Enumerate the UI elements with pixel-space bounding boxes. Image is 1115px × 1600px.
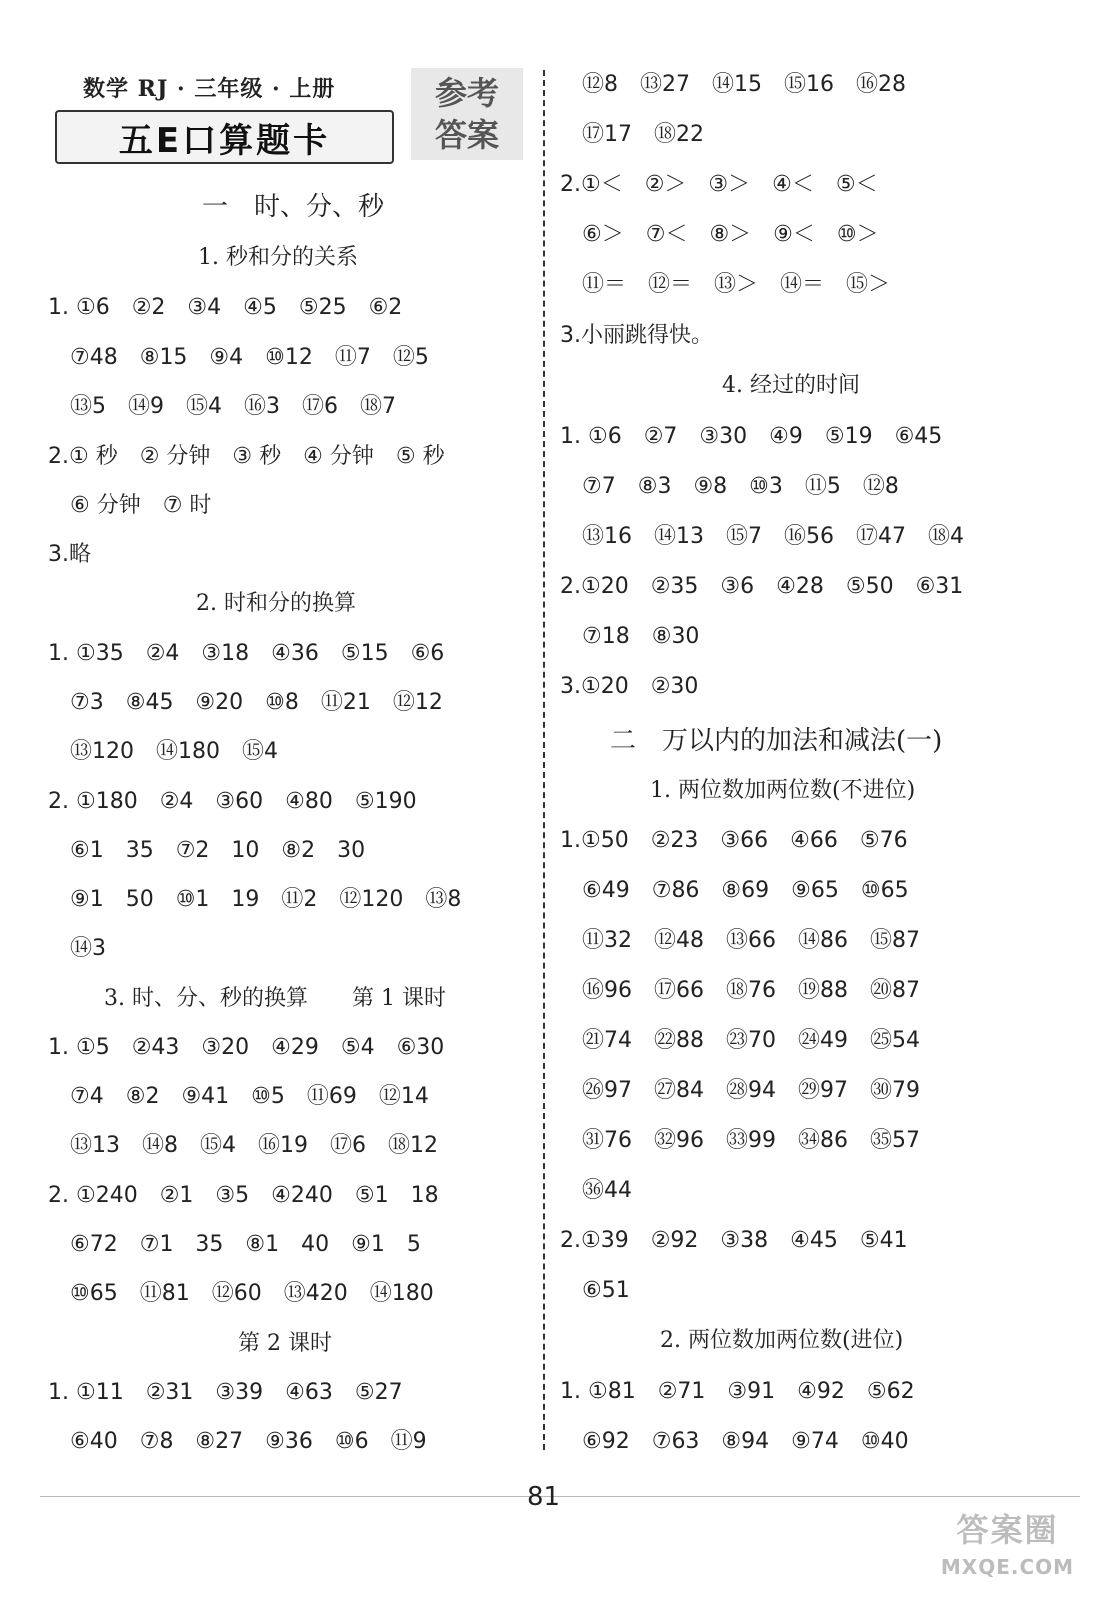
answer-line: ⑥92 ⑦63 ⑧94 ⑨74 ⑩40 bbox=[560, 1429, 909, 1454]
answer-line: ㉑74 ㉒88 ㉓70 ㉔49 ㉕54 bbox=[560, 1028, 920, 1053]
answer-line: ㊱44 bbox=[560, 1178, 632, 1203]
answer-line: 3.①20 ②30 bbox=[560, 674, 699, 699]
answer-line: ⑦3 ⑧45 ⑨20 ⑩8 ⑪21 ⑫12 bbox=[48, 690, 443, 715]
answer-line: 2.①＜ ②＞ ③＞ ④＜ ⑤＜ bbox=[560, 172, 878, 197]
answer-line: 3.略 bbox=[48, 542, 91, 567]
answer-line: ㉛76 ㉜96 ㉝99 ㉞86 ㉟57 bbox=[560, 1128, 920, 1153]
answer-line: ⑥1 35 ⑦2 10 ⑧2 30 bbox=[48, 838, 366, 863]
answer-line: 2. ①180 ②4 ③60 ④80 ⑤190 bbox=[48, 789, 417, 814]
answer-line: 1. ①6 ②7 ③30 ④9 ⑤19 ⑥45 bbox=[560, 424, 943, 449]
badge-line-1: 参考 bbox=[434, 74, 499, 112]
answer-line: ㉖97 ㉗84 ㉘94 ㉙97 ㉚79 bbox=[560, 1078, 920, 1103]
answer-line: ⑦7 ⑧3 ⑨8 ⑩3 ⑪5 ⑫8 bbox=[560, 474, 899, 499]
answer-line: ⑦4 ⑧2 ⑨41 ⑩5 ⑪69 ⑫14 bbox=[48, 1084, 429, 1109]
answer-line: 1. ①5 ②43 ③20 ④29 ⑤4 ⑥30 bbox=[48, 1035, 445, 1060]
subsection-title: 3. 时、分、秒的换算 第 1 课时 bbox=[104, 986, 446, 1011]
book-header bbox=[55, 68, 525, 163]
answer-line: ⑥72 ⑦1 35 ⑧1 40 ⑨1 5 bbox=[48, 1232, 421, 1257]
answer-line: ⑯96 ⑰66 ⑱76 ⑲88 ⑳87 bbox=[560, 978, 920, 1003]
answer-line: 2.①20 ②35 ③6 ④28 ⑤50 ⑥31 bbox=[560, 574, 964, 599]
answer-line: ⑦18 ⑧30 bbox=[560, 624, 700, 649]
answer-line: ⑨1 50 ⑩1 19 ⑪2 ⑫120 ⑬8 bbox=[48, 887, 462, 912]
answer-line: 2.① 秒 ② 分钟 ③ 秒 ④ 分钟 ⑤ 秒 bbox=[48, 444, 445, 469]
answer-line: ⑪32 ⑫48 ⑬66 ⑭86 ⑮87 bbox=[560, 928, 920, 953]
answer-line: ⑦48 ⑧15 ⑨4 ⑩12 ⑪7 ⑫5 bbox=[48, 345, 429, 370]
answer-line: ⑫8 ⑬27 ⑭15 ⑮16 ⑯28 bbox=[560, 72, 906, 97]
answer-line: ⑥51 bbox=[560, 1278, 630, 1303]
answer-line: ⑪＝ ⑫＝ ⑬＞ ⑭＝ ⑮＞ bbox=[560, 272, 891, 297]
answer-line: ⑥＞ ⑦＜ ⑧＞ ⑨＜ ⑩＞ bbox=[560, 222, 879, 247]
badge-line-2: 答案 bbox=[434, 116, 499, 154]
answer-line: ⑬13 ⑭8 ⑮4 ⑯19 ⑰6 ⑱12 bbox=[48, 1133, 438, 1158]
watermark-url: MXQE.COM bbox=[940, 1555, 1075, 1579]
section-title-2: 二 万以内的加法和减法(一) bbox=[610, 726, 943, 756]
subsection-title: 第 2 课时 bbox=[238, 1331, 332, 1356]
answer-line: ⑬16 ⑭13 ⑮7 ⑯56 ⑰47 ⑱4 bbox=[560, 524, 964, 549]
subsection-title: 2. 两位数加两位数(进位) bbox=[660, 1328, 904, 1353]
subject-line: 数学 RJ · 三年级 · 上册 bbox=[83, 76, 336, 102]
answer-line: 1. ①11 ②31 ③39 ④63 ⑤27 bbox=[48, 1380, 403, 1405]
column-divider bbox=[543, 70, 545, 1450]
answer-line: ⑥40 ⑦8 ⑧27 ⑨36 ⑩6 ⑪9 bbox=[48, 1429, 427, 1454]
answer-line: ⑬5 ⑭9 ⑮4 ⑯3 ⑰6 ⑱7 bbox=[48, 394, 396, 419]
book-title: 五E口算题卡 bbox=[55, 110, 394, 164]
answer-badge bbox=[411, 68, 523, 160]
section-title-1: 一 时、分、秒 bbox=[202, 192, 385, 222]
answer-line: 2.①39 ②92 ③38 ④45 ⑤41 bbox=[560, 1228, 908, 1253]
answer-line: ⑥49 ⑦86 ⑧69 ⑨65 ⑩65 bbox=[560, 878, 909, 903]
answer-line: ⑩65 ⑪81 ⑫60 ⑬420 ⑭180 bbox=[48, 1281, 434, 1306]
answer-line: 1. ①6 ②2 ③4 ④5 ⑤25 ⑥2 bbox=[48, 295, 403, 320]
watermark-text: 答案圈 bbox=[956, 1511, 1059, 1549]
answer-line: ⑬120 ⑭180 ⑮4 bbox=[48, 739, 278, 764]
subsection-title: 4. 经过的时间 bbox=[722, 373, 860, 398]
watermark-logo bbox=[915, 1508, 1100, 1590]
subsection-title: 1. 秒和分的关系 bbox=[198, 245, 358, 270]
answer-line: ⑥ 分钟 ⑦ 时 bbox=[48, 493, 212, 518]
page-number: 81 bbox=[527, 1482, 561, 1512]
answer-line: 1. ①81 ②71 ③91 ④92 ⑤62 bbox=[560, 1379, 915, 1404]
answer-line: 1.①50 ②23 ③66 ④66 ⑤76 bbox=[560, 828, 908, 853]
subsection-title: 1. 两位数加两位数(不进位) bbox=[650, 778, 916, 803]
answer-line: 2. ①240 ②1 ③5 ④240 ⑤1 18 bbox=[48, 1183, 439, 1208]
answer-line: 3.小丽跳得快。 bbox=[560, 323, 713, 348]
answer-line: 1. ①35 ②4 ③18 ④36 ⑤15 ⑥6 bbox=[48, 641, 445, 666]
answer-line: ⑭3 bbox=[48, 936, 106, 961]
answer-line: ⑰17 ⑱22 bbox=[560, 122, 704, 147]
subsection-title: 2. 时和分的换算 bbox=[196, 591, 356, 616]
